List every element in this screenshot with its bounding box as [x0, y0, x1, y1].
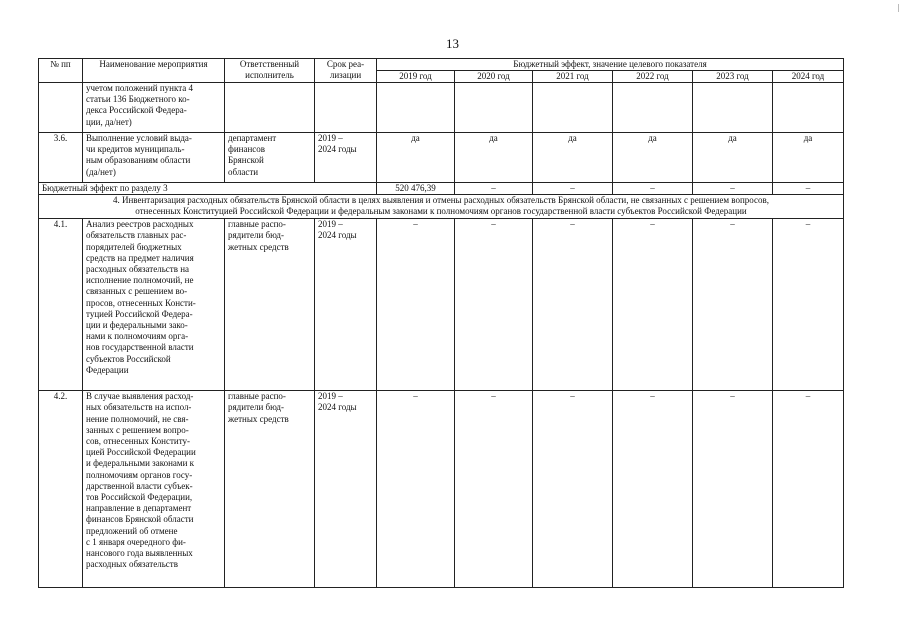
table-row: [39, 391, 844, 588]
row-term: 2019 – 2024 годы: [315, 133, 377, 183]
budget-effect-value: 520 476,39: [377, 183, 455, 195]
budget-effect-value: –: [455, 183, 533, 195]
row-value: [533, 83, 613, 133]
scan-edge-mark: [898, 4, 899, 12]
header-year: 2021 год: [533, 71, 613, 83]
table-row: [39, 219, 844, 391]
row-value: –: [693, 219, 773, 391]
row-num: 4.2.: [39, 391, 83, 588]
row-term: 2019 – 2024 годы: [315, 391, 377, 588]
row-value: –: [377, 219, 455, 391]
header-effect: Бюджетный эффект, значение целевого показателя: [377, 59, 844, 71]
page-number: 13: [446, 36, 459, 51]
row-value: [693, 83, 773, 133]
header-term: Срок реа- лизации: [315, 59, 377, 83]
budget-effect-value: –: [613, 183, 693, 195]
row-value: –: [455, 219, 533, 391]
table-row: [39, 83, 844, 133]
row-value: –: [455, 391, 533, 588]
row-value: [455, 83, 533, 133]
row-value: –: [773, 219, 844, 391]
header-year: 2023 год: [693, 71, 773, 83]
row-value: –: [613, 391, 693, 588]
row-name: Анализ реестров расходных обязательств главных рас- порядителей бюджетных средств на предмет наличия расходных обязательств на исполнение полномочий, не связанных с решением во- просов, отнесенных Консти- туцией Российской Федера- ции и федеральными зако- нами к полномочиям орга- нов государственной власти субъектов Российской Федерации: [83, 219, 225, 391]
row-term: 2019 – 2024 годы: [315, 219, 377, 391]
header-num: № пп: [39, 59, 83, 83]
row-responsible: департамент финансов Брянской области: [225, 133, 315, 183]
measures-table: [38, 58, 844, 588]
header-responsible: Ответственный исполнитель: [225, 59, 315, 83]
header-year: 2024 год: [773, 71, 844, 83]
header-year: 2022 год: [613, 71, 693, 83]
row-value: [773, 83, 844, 133]
budget-effect-row: [39, 183, 844, 195]
header-name: Наименование мероприятия: [83, 59, 225, 83]
row-value: [377, 83, 455, 133]
row-value: да: [455, 133, 533, 183]
budget-effect-value: –: [533, 183, 613, 195]
row-value: –: [533, 219, 613, 391]
row-value: да: [533, 133, 613, 183]
row-num: 3.6.: [39, 133, 83, 183]
row-num: 4.1.: [39, 219, 83, 391]
row-value: –: [613, 219, 693, 391]
row-value: [613, 83, 693, 133]
row-value: –: [773, 391, 844, 588]
section-heading-row: [39, 195, 844, 219]
row-num: [39, 83, 83, 133]
budget-effect-value: –: [693, 183, 773, 195]
row-responsible: главные распо- рядители бюд- жетных средств: [225, 391, 315, 588]
row-value: –: [377, 391, 455, 588]
row-value: да: [773, 133, 844, 183]
row-name: В случае выявления расход- ных обязательств на испол- нение полномочий, не свя- занных с решением вопро- сов, отнесенных Конститу- цией Российской Федерации и федеральными законами к полномочиям органов госу- дарственной власти субъек- тов Российской Федерации, направление в департамент финансов Брянской области предложений об отмене с 1 января очередного фи- нансового года выявленных расходных обязательств: [83, 391, 225, 588]
row-name: Выполнение условий выда- чи кредитов муниципаль- ным образованиям области (да/нет): [83, 133, 225, 183]
row-responsible: [225, 83, 315, 133]
header-year: 2019 год: [377, 71, 455, 83]
table-header: [39, 59, 844, 83]
row-term: [315, 83, 377, 133]
header-year: 2020 год: [455, 71, 533, 83]
row-value: –: [693, 391, 773, 588]
row-responsible: главные распо- рядители бюд- жетных средств: [225, 219, 315, 391]
section-heading: 4. Инвентаризация расходных обязательств Брянской области в целях выявления и отмены расходных обязательств Брянской области, не связанных с решением вопросов, отнесенных Конституцией Российской Федерации и федеральным законами к полномочиям органов государственной власти субъектов Российской Федерации: [39, 195, 844, 219]
row-value: да: [613, 133, 693, 183]
row-name: учетом положений пункта 4 статьи 136 Бюджетного ко- декса Российской Федера- ции, да/нет): [83, 83, 225, 133]
budget-effect-label: Бюджетный эффект по разделу 3: [39, 183, 377, 195]
row-value: да: [377, 133, 455, 183]
budget-effect-value: –: [773, 183, 844, 195]
row-value: да: [693, 133, 773, 183]
row-value: –: [533, 391, 613, 588]
table-row: [39, 133, 844, 183]
